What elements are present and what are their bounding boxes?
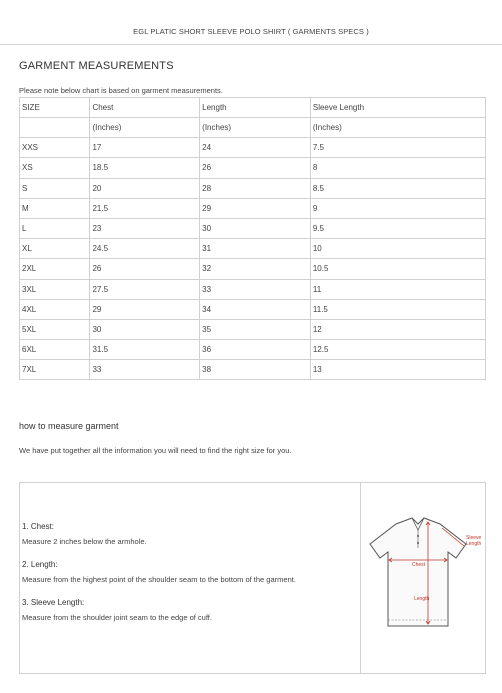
- chest-label: Chest: [412, 562, 426, 568]
- column-header-size: SIZE: [20, 98, 90, 118]
- length-cell: 33: [200, 279, 311, 299]
- length-cell: 31: [200, 239, 311, 259]
- size-cell: S: [20, 178, 90, 198]
- sleeve-length-cell: 12: [310, 319, 485, 339]
- units-cell: (Inches): [90, 118, 200, 138]
- length-cell: 30: [200, 218, 311, 238]
- step-length-desc: Measure from the highest point of the shoulder seam to the bottom of the garment.: [22, 575, 296, 584]
- step-chest-desc: Measure 2 inches below the armhole.: [22, 537, 147, 546]
- size-cell: 7XL: [20, 360, 90, 380]
- table-row: [20, 319, 486, 339]
- sleeve-length-cell: 13: [310, 360, 485, 380]
- chest-cell: 17: [90, 138, 200, 158]
- guide-divider: [360, 482, 361, 674]
- size-cell: L: [20, 218, 90, 238]
- step-length-title: 2. Length:: [22, 560, 58, 569]
- table-row: [20, 178, 486, 198]
- sleeve-length-cell: 12.5: [310, 340, 485, 360]
- button-icon: [417, 542, 419, 544]
- measurements-note: Please note below chart is based on garment measurements.: [19, 86, 223, 95]
- polo-shirt-measurement-diagram: [368, 514, 492, 634]
- size-cell: 2XL: [20, 259, 90, 279]
- table-row: [20, 340, 486, 360]
- top-divider: [0, 44, 502, 45]
- sleeve-length-cell: 10.5: [310, 259, 485, 279]
- button-icon: [417, 535, 419, 537]
- column-header-sleeve-length: Sleeve Length: [310, 98, 485, 118]
- chest-cell: 27.5: [90, 279, 200, 299]
- sleeve-length-cell: 8: [310, 158, 485, 178]
- length-cell: 36: [200, 340, 311, 360]
- units-cell: (Inches): [200, 118, 311, 138]
- size-cell: XS: [20, 158, 90, 178]
- length-label: Length: [414, 596, 430, 602]
- table-row: [20, 259, 486, 279]
- table-row: [20, 360, 486, 380]
- length-cell: 35: [200, 319, 311, 339]
- length-cell: 24: [200, 138, 311, 158]
- length-cell: 32: [200, 259, 311, 279]
- length-cell: 29: [200, 198, 311, 218]
- length-cell: 34: [200, 299, 311, 319]
- table-row: [20, 239, 486, 259]
- table-row: [20, 299, 486, 319]
- length-cell: 28: [200, 178, 311, 198]
- chest-cell: 24.5: [90, 239, 200, 259]
- table-units-row: [20, 118, 486, 138]
- sleeve-length-cell: 9: [310, 198, 485, 218]
- sleeve-length-cell: 9.5: [310, 218, 485, 238]
- chest-cell: 20: [90, 178, 200, 198]
- how-to-measure-heading: how to measure garment: [19, 421, 119, 431]
- table-row: [20, 279, 486, 299]
- measurements-heading: GARMENT MEASUREMENTS: [19, 60, 174, 72]
- size-cell: XL: [20, 239, 90, 259]
- size-chart-table: [19, 97, 486, 380]
- chest-cell: 21.5: [90, 198, 200, 218]
- table-row: [20, 218, 486, 238]
- step-sleeve-title: 3. Sleeve Length:: [22, 598, 85, 607]
- sleeve-length-cell: 11.5: [310, 299, 485, 319]
- units-cell: [20, 118, 90, 138]
- chest-cell: 31.5: [90, 340, 200, 360]
- document-title: EGL PLATIC SHORT SLEEVE POLO SHIRT ( GARMENTS SPECS ): [133, 27, 369, 36]
- size-cell: 3XL: [20, 279, 90, 299]
- step-chest-title: 1. Chest:: [22, 522, 55, 531]
- chest-cell: 30: [90, 319, 200, 339]
- size-cell: 5XL: [20, 319, 90, 339]
- step-sleeve-desc: Measure from the shoulder joint seam to the edge of cuff.: [22, 613, 212, 622]
- chest-cell: 29: [90, 299, 200, 319]
- units-cell: (Inches): [310, 118, 485, 138]
- sleeve-length-cell: 8.5: [310, 178, 485, 198]
- length-cell: 26: [200, 158, 311, 178]
- table-header-row: [20, 98, 486, 118]
- chest-cell: 23: [90, 218, 200, 238]
- table-row: [20, 138, 486, 158]
- column-header-length: Length: [200, 98, 311, 118]
- sleeve-length-cell: 10: [310, 239, 485, 259]
- size-cell: XXS: [20, 138, 90, 158]
- size-cell: 6XL: [20, 340, 90, 360]
- sleeve-length-cell: 7.5: [310, 138, 485, 158]
- table-row: [20, 158, 486, 178]
- sleeve-label-line-2: Length: [466, 541, 482, 547]
- length-cell: 38: [200, 360, 311, 380]
- table-row: [20, 198, 486, 218]
- how-to-measure-intro: We have put together all the information you will need to find the right size for you.: [19, 446, 292, 455]
- sleeve-label-line-1: Sleeve: [466, 535, 482, 541]
- chest-cell: 18.5: [90, 158, 200, 178]
- column-header-chest: Chest: [90, 98, 200, 118]
- chest-cell: 33: [90, 360, 200, 380]
- size-cell: 4XL: [20, 299, 90, 319]
- chest-cell: 26: [90, 259, 200, 279]
- sleeve-length-cell: 11: [310, 279, 485, 299]
- size-cell: M: [20, 198, 90, 218]
